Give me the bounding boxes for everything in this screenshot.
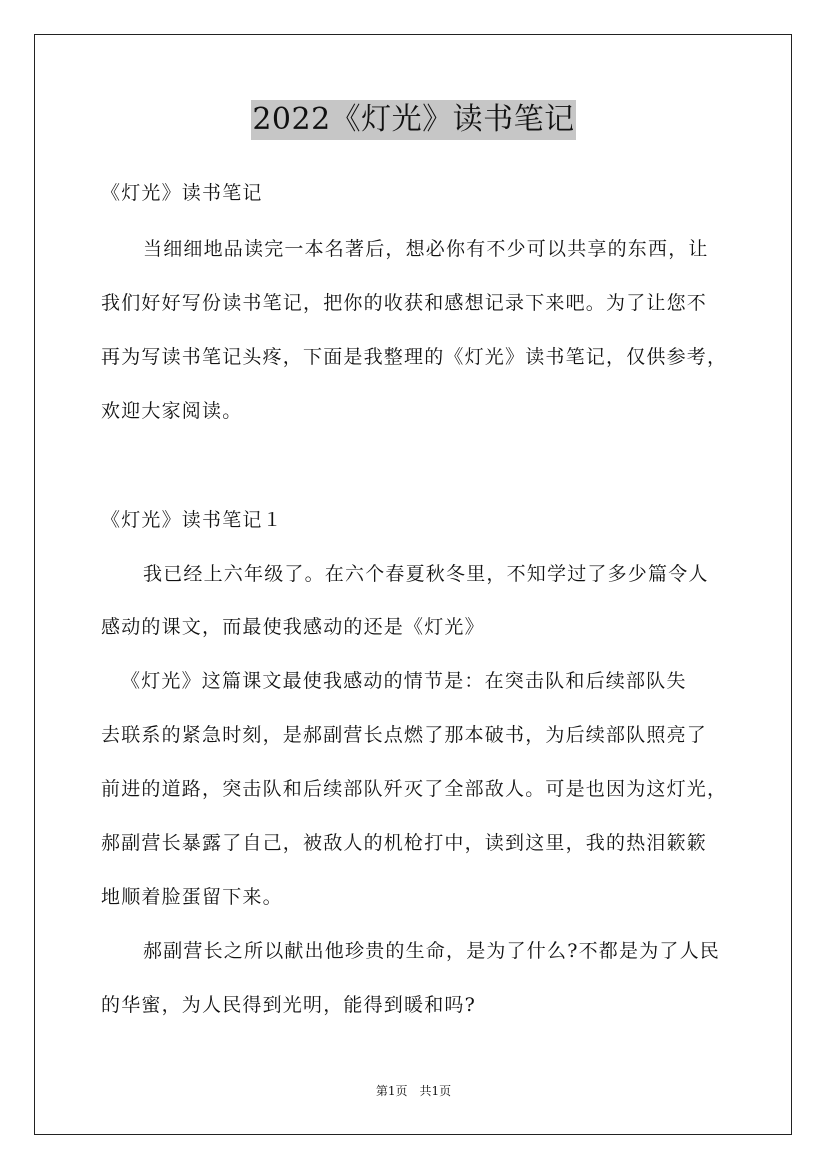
paragraph-line: 当细细地品读完一本名著后，想必你有不少可以共享的东西，让 (143, 238, 709, 260)
section-heading: 《灯光》读书笔记１ (101, 509, 283, 531)
page-number: 第1页 (375, 1084, 408, 1098)
paragraph-line: 郝副营长暴露了自己，被敌人的机枪打中，读到这里，我的热泪簌簌 (101, 832, 708, 854)
paragraph-line: 前进的道路，突击队和后续部队歼灭了全部敌人。可是也因为这灯光， (101, 778, 728, 800)
page-total: 共1页 (419, 1084, 452, 1098)
paragraph-line: 感动的课文，而最使我感动的还是《灯光》 (101, 616, 485, 638)
section-heading: 《灯光》读书笔记 (101, 182, 263, 204)
paragraph-line: 欢迎大家阅读。 (101, 400, 243, 422)
paragraph-line: 我已经上六年级了。在六个春夏秋冬里，不知学过了多少篇令人 (143, 563, 709, 585)
page-footer (0, 1083, 827, 1099)
paragraph-line: 我们好好写份读书笔记，把你的收获和感想记录下来吧。为了让您不 (101, 292, 708, 314)
paragraph-line: 的华蜜，为人民得到光明，能得到暖和吗? (101, 994, 476, 1016)
paragraph-line: 地顺着脸蛋留下来。 (101, 886, 283, 908)
paragraph-line: 郝副营长之所以献出他珍贵的生命，是为了什么?不都是为了人民 (143, 940, 720, 962)
document-title: 2022《灯光》读书笔记 (251, 100, 575, 140)
paragraph-line: 再为写读书笔记头疼，下面是我整理的《灯光》读书笔记，仅供参考， (101, 346, 728, 368)
paragraph-line: 去联系的紧急时刻，是郝副营长点燃了那本破书，为后续部队照亮了 (101, 724, 708, 746)
paragraph-line: 《灯光》这篇课文最使我感动的情节是：在突击队和后续部队失 (121, 670, 687, 692)
title-container (0, 100, 827, 140)
